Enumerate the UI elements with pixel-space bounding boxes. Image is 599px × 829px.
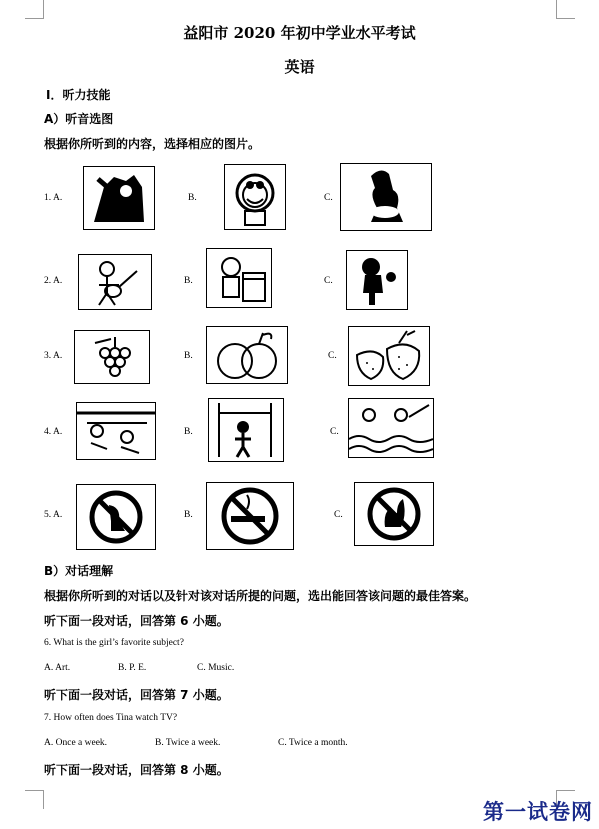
question-3-c-label: C. bbox=[328, 351, 337, 361]
q2-option-a-picture[interactable] bbox=[78, 254, 152, 310]
question-2-c-label: C. bbox=[324, 276, 333, 286]
crop-mark-bottom-left bbox=[25, 790, 44, 809]
part-a-instruction: 根据你所听到的内容，选择相应的图片。 bbox=[44, 137, 261, 151]
question-6: 6. What is the girl’s favorite subject? bbox=[44, 638, 184, 648]
question-1-label: 1. A. bbox=[44, 193, 63, 203]
dialogue-8-intro: 听下面一段对话，回答第 8 小题。 bbox=[44, 763, 229, 777]
q1-option-b-picture[interactable] bbox=[224, 164, 286, 230]
crop-mark-top-right bbox=[556, 0, 575, 19]
q1-option-a-picture[interactable] bbox=[83, 166, 155, 230]
q6-option-a[interactable]: A. Art. bbox=[44, 663, 71, 673]
question-4-label: 4. A. bbox=[44, 427, 63, 437]
q7-option-b[interactable]: B. Twice a week. bbox=[155, 738, 221, 748]
question-5-b-label: B. bbox=[184, 510, 193, 520]
question-2-label: 2. A. bbox=[44, 276, 63, 286]
q3-option-b-picture[interactable] bbox=[206, 326, 288, 384]
question-3-label: 3. A. bbox=[44, 351, 63, 361]
dialogue-7-intro: 听下面一段对话，回答第 7 小题。 bbox=[44, 688, 229, 702]
q3-option-a-picture[interactable] bbox=[74, 330, 150, 384]
question-4-b-label: B. bbox=[184, 427, 193, 437]
question-3-b-label: B. bbox=[184, 351, 193, 361]
q5-option-c-picture[interactable] bbox=[354, 482, 434, 546]
q4-option-a-picture[interactable] bbox=[76, 402, 156, 460]
question-1-b-label: B. bbox=[188, 193, 197, 203]
part-b-heading: B）对话理解 bbox=[44, 564, 114, 578]
question-5-label: 5. A. bbox=[44, 510, 63, 520]
q7-option-c[interactable]: C. Twice a month. bbox=[278, 738, 348, 748]
part-a-heading: A）听音选图 bbox=[44, 112, 114, 126]
site-watermark: 第一试卷网 bbox=[483, 800, 593, 824]
q2-option-b-picture[interactable] bbox=[206, 248, 272, 308]
q4-option-b-picture[interactable] bbox=[208, 398, 284, 462]
part-b-instruction: 根据你所听到的对话以及针对该对话所提的问题，选出能回答该问题的最佳答案。 bbox=[44, 589, 477, 603]
exam-title: 益阳市 2020 年初中学业水平考试 bbox=[183, 24, 416, 42]
section-heading: I．听力技能 bbox=[46, 88, 111, 102]
q2-option-c-picture[interactable] bbox=[346, 250, 408, 310]
q4-option-c-picture[interactable] bbox=[348, 398, 434, 458]
crop-mark-top-left bbox=[25, 0, 44, 19]
q3-option-c-picture[interactable] bbox=[348, 326, 430, 386]
q6-option-b[interactable]: B. P. E. bbox=[118, 663, 147, 673]
q5-option-b-picture[interactable] bbox=[206, 482, 294, 550]
q7-option-a[interactable]: A. Once a week. bbox=[44, 738, 108, 748]
q6-option-c[interactable]: C. Music. bbox=[197, 663, 235, 673]
question-7: 7. How often does Tina watch TV? bbox=[44, 713, 178, 723]
q5-option-a-picture[interactable] bbox=[76, 484, 156, 550]
question-4-c-label: C. bbox=[330, 427, 339, 437]
question-2-b-label: B. bbox=[184, 276, 193, 286]
exam-subject: 英语 bbox=[284, 58, 315, 76]
question-5-c-label: C. bbox=[334, 510, 343, 520]
question-1-c-label: C. bbox=[324, 193, 333, 203]
dialogue-6-intro: 听下面一段对话，回答第 6 小题。 bbox=[44, 614, 229, 628]
q1-option-c-picture[interactable] bbox=[340, 163, 432, 231]
